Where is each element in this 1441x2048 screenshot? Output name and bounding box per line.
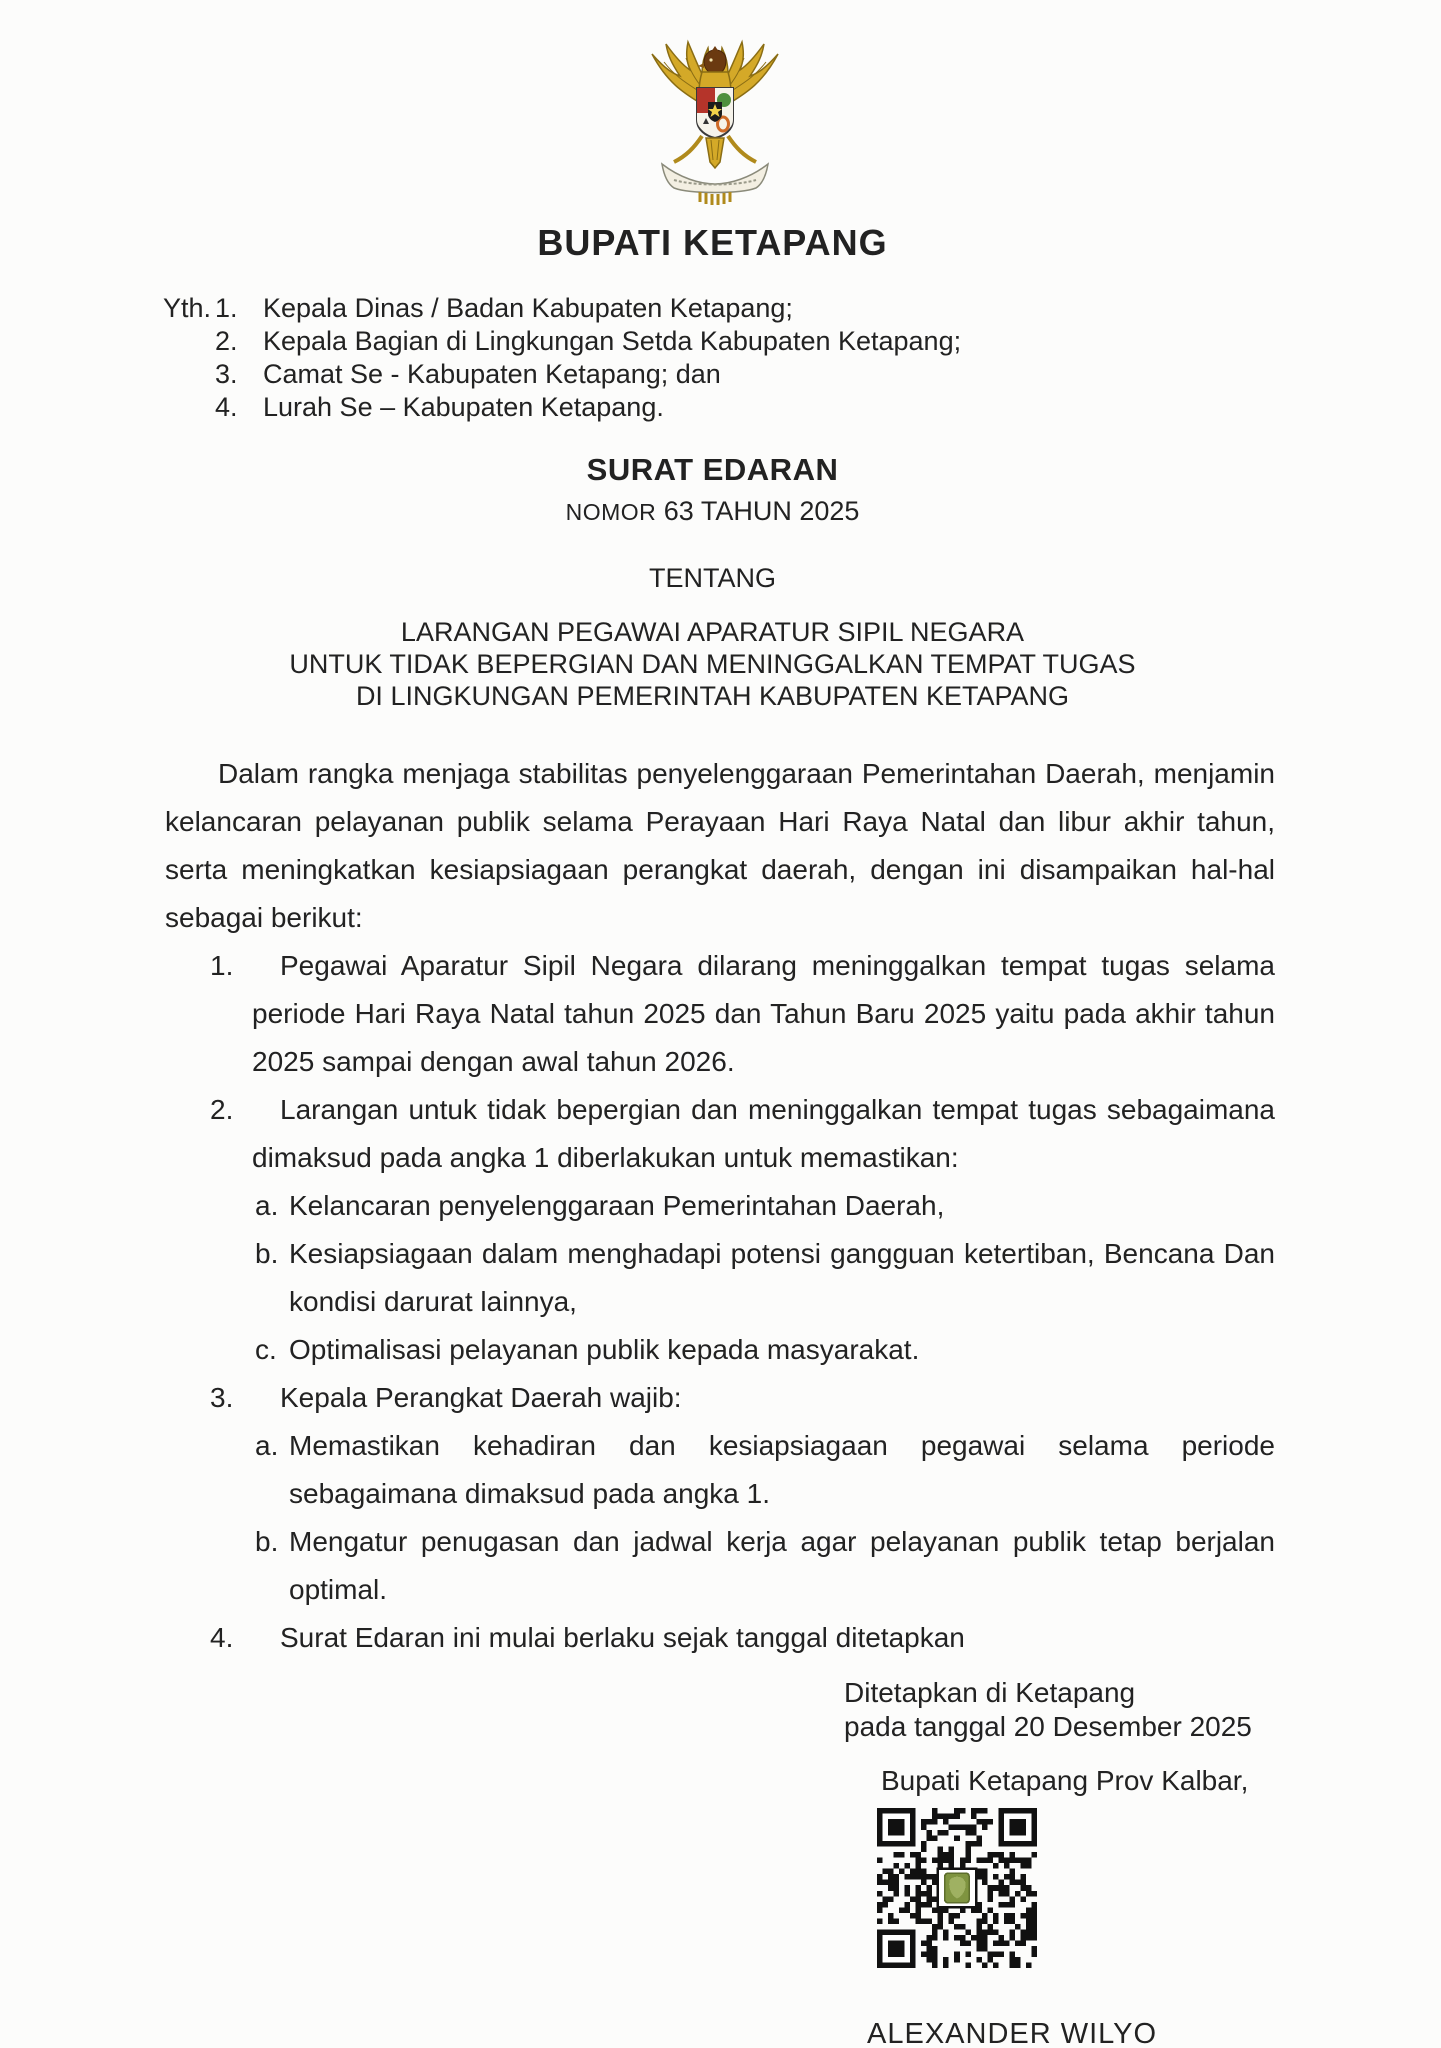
list-item-text: Surat Edaran ini mulai berlaku sejak tanggal ditetapkan: [280, 1622, 965, 1653]
addressee-row: [163, 325, 1441, 358]
sub-list-item: [252, 1518, 1275, 1614]
closing-place: Ditetapkan di Ketapang: [844, 1677, 1136, 1708]
subject-line: LARANGAN PEGAWAI APARATUR SIPIL NEGARA: [400, 617, 1025, 647]
addressee-row: [163, 292, 1441, 325]
list-item-number: 1.: [210, 950, 234, 981]
page-title: BUPATI KETAPANG: [537, 222, 888, 263]
numbered-list: [165, 942, 1275, 1662]
addressee-text: Lurah Se – Kabupaten Ketapang.: [263, 392, 664, 422]
addressee-row: [163, 391, 1441, 424]
garuda-pancasila-emblem-svg: [640, 36, 790, 208]
sub-item-letter: b.: [255, 1238, 279, 1269]
list-item-number: 3.: [210, 1382, 234, 1413]
opening-paragraph: Dalam rangka menjaga stabilitas penyelenggaraan Pemerintahan Daerah, menjamin kelancaran pelayanan publik selama Perayaan Hari Raya Natal dan libur akhir tahun, serta meningkatkan kesiapsiagaan perangkat daerah, dengan ini disampaikan hal-hal sebagai berikut:: [165, 758, 1275, 933]
sub-item-text: Memastikan kehadiran dan kesiapsiagaan pegawai selama periode sebagaimana dimaksud pada angka 1.: [289, 1430, 1275, 1509]
sub-list-item: [252, 1230, 1275, 1326]
subject-line: DI LINGKUNGAN PEMERINTAH KABUPATEN KETAPANG: [355, 681, 1070, 711]
addressee-row: [163, 358, 1441, 391]
sub-item-text: Optimalisasi pelayanan publik kepada masyarakat.: [289, 1334, 920, 1365]
sub-item-text: Mengatur penugasan dan jadwal kerja agar pelayanan publik tetap berjalan optimal.: [289, 1526, 1275, 1605]
garuda-pancasila-emblem: [640, 36, 790, 208]
addressee-list: [163, 292, 1441, 424]
document-title: SURAT EDARAN: [586, 452, 839, 487]
sub-item-letter: a.: [255, 1190, 279, 1221]
sub-item-letter: b.: [255, 1526, 279, 1557]
document-title-block: [0, 452, 1433, 527]
list-item: [165, 942, 1275, 1086]
addressee-text: Camat Se - Kabupaten Ketapang; dan: [263, 359, 721, 389]
sub-item-letter: c.: [255, 1334, 277, 1365]
addressee-text: Kepala Bagian di Lingkungan Setda Kabupaten Ketapang;: [263, 326, 962, 356]
list-item: [165, 1086, 1275, 1374]
addressee-spacer: [163, 391, 215, 424]
sub-list-item: [252, 1422, 1275, 1518]
subject-line: UNTUK TIDAK BEPERGIAN DAN MENINGGALKAN TEMPAT TUGAS: [289, 649, 1136, 679]
sub-item-letter: a.: [255, 1430, 279, 1461]
sub-item-text: Kesiapsiagaan dalam menghadapi potensi gangguan ketertiban, Bencana Dan kondisi darurat lainnya,: [289, 1238, 1275, 1317]
qr-signature-code: [877, 1808, 1037, 1968]
list-item: [165, 1374, 1275, 1614]
addressee-prefix: Yth.: [163, 293, 212, 323]
list-item: [165, 1614, 1275, 1662]
addressee-number: 3.: [215, 359, 238, 389]
letter-body: [165, 750, 1275, 1662]
addressee-spacer: [163, 325, 215, 358]
addressee-spacer: [163, 358, 215, 391]
document-number-label: NOMOR: [565, 499, 657, 525]
sub-list-item: [252, 1326, 1275, 1374]
list-item-text: Pegawai Aparatur Sipil Negara dilarang meninggalkan tempat tugas selama periode Hari Raya Natal tahun 2025 dan Tahun Baru 2025 yaitu pada akhir tahun 2025 sampai dengan awal tahun 2026.: [252, 950, 1275, 1077]
tentang-label: TENTANG: [649, 563, 776, 593]
signatory-name: ALEXANDER WILYO: [867, 2018, 1158, 2048]
addressee-number: 4.: [215, 392, 238, 422]
addressee-number: 2.: [215, 326, 238, 356]
closing-block: [844, 1676, 1441, 2048]
list-item-number: 2.: [210, 1094, 234, 1125]
qr-signature-code-svg: [877, 1808, 1037, 1968]
signatory-title: Bupati Ketapang Prov Kalbar,: [881, 1765, 1249, 1796]
document-number-line: [0, 496, 1433, 527]
list-item-text: Larangan untuk tidak bepergian dan meninggalkan tempat tugas sebagaimana dimaksud pada angka 1 diberlakukan untuk memastikan:: [252, 1094, 1275, 1173]
document-number-value: 63 TAHUN 2025: [663, 496, 860, 526]
list-item-text: Kepala Perangkat Daerah wajib:: [280, 1382, 682, 1413]
addressee-text: Kepala Dinas / Badan Kabupaten Ketapang;: [263, 293, 793, 323]
closing-date: pada tanggal 20 Desember 2025: [844, 1711, 1252, 1742]
sub-item-text: Kelancaran penyelenggaraan Pemerintahan Daerah,: [289, 1190, 945, 1221]
subject-block: [0, 616, 1433, 712]
addressee-number: 1.: [215, 293, 238, 323]
sub-list-item: [252, 1182, 1275, 1230]
list-item-number: 4.: [210, 1622, 234, 1653]
